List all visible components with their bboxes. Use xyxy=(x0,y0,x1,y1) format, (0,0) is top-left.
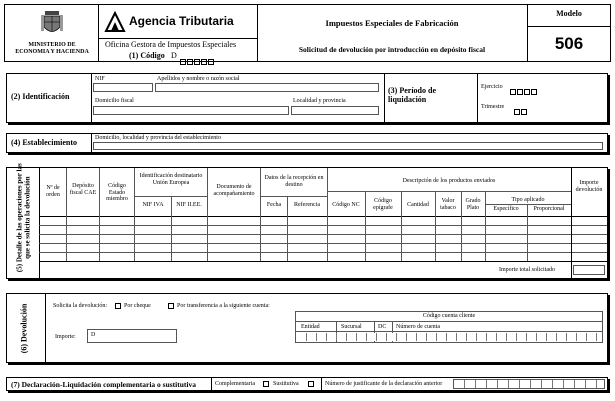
code-input[interactable] xyxy=(179,53,214,71)
establecimiento-label: (4) Establecimiento xyxy=(11,138,77,147)
sustitutiva-label: Sustitutiva xyxy=(273,381,299,387)
periodo-label: (3) Período de liquidación xyxy=(388,86,436,104)
model-label: Modelo xyxy=(556,9,582,18)
detalle-label: (5) Detalle de las operaciones por las que se solicita la devolución xyxy=(15,163,31,273)
localidad-field[interactable] xyxy=(291,106,379,115)
total-field[interactable] xyxy=(573,265,605,275)
localidad-label: Localidad y provincia xyxy=(293,98,346,104)
header-importe: Importe devolución xyxy=(575,180,603,193)
justificante-label: Número de justificante de la declaración anterior xyxy=(325,381,443,387)
nif-label: NIF xyxy=(95,76,105,82)
header-nif-iva: NIF IVA xyxy=(142,202,164,208)
detalle-section xyxy=(6,163,608,279)
total-label: Importe total solicitado xyxy=(499,267,555,273)
ministry-name: MINISTERIO DE ECONOMIA Y HACIENDA xyxy=(15,42,89,55)
header-descripcion: Descripción de los productos enviados xyxy=(402,178,496,184)
importe-label: Importe: xyxy=(55,334,76,340)
header-identificacion: Identificación destinatario Unión Europea xyxy=(139,173,203,186)
header-grado: Grado Plato xyxy=(465,198,481,211)
header-epigrafe: Código epígrafe xyxy=(373,198,393,211)
dc-label: DC xyxy=(378,324,387,330)
ejercicio-input[interactable] xyxy=(509,83,537,101)
ejercicio-label: Ejercicio xyxy=(481,84,503,90)
devolucion-section xyxy=(6,293,608,363)
entidad-label: Entidad xyxy=(301,324,320,330)
coat-of-arms-icon xyxy=(41,9,63,37)
complementaria-checkbox[interactable] xyxy=(263,381,269,387)
header-documento: Documento de acompañamiento xyxy=(213,184,255,197)
identificacion-section xyxy=(6,73,608,123)
header-referencia: Referencia xyxy=(294,202,320,208)
code-label: (1) Código xyxy=(129,51,165,60)
header-especifico: Específico xyxy=(493,206,519,212)
header-nif-iiee: NIF II.EE. xyxy=(176,202,202,208)
cheque-label: Por cheque xyxy=(124,303,151,309)
header-codigo-estado: Código Estado miembro xyxy=(106,183,128,203)
cuenta-label: Número de cuenta xyxy=(396,324,440,330)
header-valor: Valor tabaco xyxy=(440,198,456,211)
header-fecha: Fecha xyxy=(266,202,282,208)
agency-logo-icon xyxy=(104,11,126,33)
transferencia-label: Por transferencia a la siguiente cuenta: xyxy=(177,303,270,309)
header-cantidad: Cantidad xyxy=(407,202,429,208)
form-title: Solicitud de devolución por introducción en depósito fiscal xyxy=(298,45,486,54)
name-field[interactable] xyxy=(155,83,379,92)
header-codigo-nc: Código NC xyxy=(332,202,360,208)
declaracion-section xyxy=(6,377,608,391)
sucursal-label: Sucursal xyxy=(341,324,362,330)
identificacion-label: (2) Identificación xyxy=(11,92,70,101)
domicilio-label: Domicilio fiscal xyxy=(95,98,134,104)
tax-title: Impuestos Especiales de Fabricación xyxy=(325,18,459,28)
header-datos: Datos de la recepción en destino xyxy=(264,175,324,188)
domicilio-field[interactable] xyxy=(93,106,289,115)
header-agency-box xyxy=(98,4,258,62)
header-ministry-box xyxy=(4,4,98,62)
establecimiento-section xyxy=(6,133,608,153)
sustitutiva-checkbox[interactable] xyxy=(308,381,314,387)
header-tipo: Tipo aplicado xyxy=(511,197,545,203)
cheque-checkbox[interactable] xyxy=(115,303,121,309)
importe-field[interactable] xyxy=(87,329,177,343)
ccc-box xyxy=(295,311,603,343)
declaracion-label: (7) Declaración-Liquidación complementaria o sustitutiva xyxy=(11,380,196,389)
name-label: Apellidos y nombre o razón social xyxy=(157,76,240,82)
header-model-box xyxy=(528,4,611,62)
ccc-input[interactable] xyxy=(297,333,601,341)
trimestre-input[interactable] xyxy=(513,103,527,121)
header-deposito: Depósito fiscal CAE xyxy=(69,183,97,196)
justificante-input[interactable] xyxy=(453,379,605,389)
agency-name: Agencia Tributaria xyxy=(129,14,234,28)
model-number: 506 xyxy=(554,34,584,53)
code-prefix: D xyxy=(171,51,177,60)
nif-field[interactable] xyxy=(93,83,153,92)
complementaria-label: Complementaria xyxy=(215,381,255,387)
transferencia-checkbox[interactable] xyxy=(168,303,174,309)
importe-prefix: D xyxy=(91,332,96,338)
ccc-label: Código cuenta cliente xyxy=(422,313,476,319)
header-orden: Nº de orden xyxy=(46,185,60,198)
header-title-box xyxy=(258,4,528,62)
devolucion-label: (6) Devolución xyxy=(19,303,29,354)
office-name: Oficina Gestora de Impuestos Especiales xyxy=(105,40,237,49)
trimestre-label: Trimestre xyxy=(481,104,505,110)
solicita-label: Solicita la devolución: xyxy=(53,303,107,309)
establecimiento-field-label: Domicilio, localidad y provincia del establecimiento xyxy=(95,135,221,141)
header-proporcional: Proporcional xyxy=(533,206,565,212)
establecimiento-field[interactable] xyxy=(93,142,603,150)
